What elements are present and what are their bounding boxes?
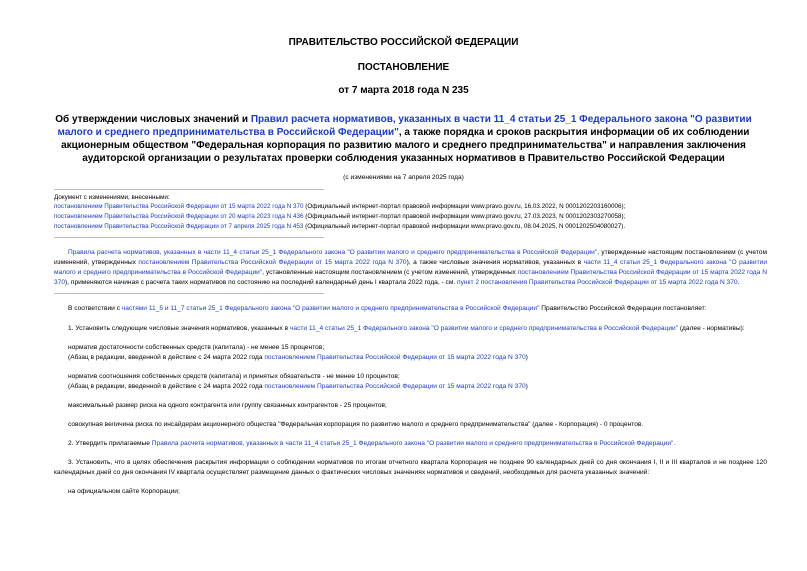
note-link-rules[interactable]: Правила расчета нормативов, указанных в части 11_4 статьи 25_1 Федерального закона "О развитии малого и среднего предпринимательства в Российской Федерации" (68, 248, 598, 256)
title-rules-link[interactable]: Правил расчета нормативов, указанных в части 11_4 статьи 25_1 Федерального закона "О развитии малого и среднего предпринимательства в Российской Федерации" (57, 114, 752, 138)
change-link-2[interactable]: постановлением Правительства Российской Федерации от 20 марта 2023 года N 436 (54, 213, 304, 221)
note-link-law-part[interactable]: части 11_4 статьи 25_1 Федерального закона "О развитии малого и среднего предпринимательства в Российской Федерации" (54, 258, 768, 276)
document-title: Об утверждении числовых значений и Правил расчета нормативов, указанных в части 11_4 статьи 25_1 Федерального закона "О развитии малого и среднего предпринимательства в Российской Федерации", а также порядка и сроков раскрытия информации об их соблюдении акционерным обществом "Федеральная корпорация по развитию малого и среднего предпринимательства" и направления заключения аудиторской организации о результатах проверки соблюдения указанных нормативов в Правительство Российской Федерации (55, 114, 752, 164)
change-link-3[interactable]: постановлением Правительства Российской Федерации от 7 апреля 2025 года N 453 (54, 222, 304, 230)
note-link-decree-370[interactable]: постановлением Правительства Российской Федерации от 15 марта 2022 года N 370 (138, 258, 407, 266)
change-link-1[interactable]: постановлением Правительства Российской Федерации от 15 марта 2022 года N 370 (54, 203, 304, 211)
government-heading: ПРАВИТЕЛЬСТВО РОССИЙСКОЙ ФЕДЕРАЦИИ (288, 37, 519, 48)
document-date-number: от 7 марта 2018 года N 235 (338, 85, 469, 96)
note-link-clause-2[interactable]: пункт 2 постановления Правительства Российской Федерации от 15 марта 2022 года N 370 (457, 278, 738, 286)
change-item: постановлением Правительства Российской Федерации от 15 марта 2022 года N 370 (Официальный интернет-портал правовой информации www.pravo.gov.ru, 16.03.2022, N 0001202203160006); (54, 203, 626, 211)
clause-3: 3. Установить, что в целях обеспечения раскрытия информации о соблюдении нормативов по итогам отчетного квартала Корпорация не позднее 90 календарных дней со дня окончания I, II и III кварталов и не позднее 120 календарных дней со дня окончания IV квартала осуществляет размещение данных о фактических числовых значениях нормативов и сведений, необходимых для расчета указанных значений: (54, 458, 767, 476)
clause-1: 1. Установить следующие числовые значения нормативов, указанных в части 11_4 статьи 25_1 Федерального закона "О развитии малого и среднего предпринимательства в Российской Федерации" (далее - нормативы): (68, 324, 745, 332)
divider (54, 293, 324, 294)
changes-heading: Документ с изменениями, внесенными: (54, 193, 170, 201)
divider (54, 237, 324, 238)
norm-3: максимальный размер риска на одного контрагента или группу связанных контрагентов - 25 процентов; (68, 401, 387, 409)
norm-2-decree-link[interactable]: постановлением Правительства Российской Федерации от 15 марта 2022 года N 370 (264, 382, 526, 390)
preamble-law-link[interactable]: частями 11_5 и 11_7 статьи 25_1 Федерального закона "О развитии малого и среднего предпринимательства в Российской Федерации" (121, 304, 540, 312)
changes-block (40, 193, 767, 232)
norm-2: норматив соотношения собственных средств (капитала) и принятых обязательств - не менее 10 процентов; (Абзац в редакции, введенной в действие с 24 марта 2022 года постановлением Правительства Российской Федерации от 15 марта 2022 года N 370) (40, 372, 767, 392)
divider (54, 189, 324, 190)
note-link-decree-370-b[interactable]: постановлением Правительства Российской Федерации от 15 марта 2022 года N 370 (54, 268, 767, 286)
revision-note: (с изменениями на 7 апреля 2025 года) (343, 174, 464, 181)
preamble: В соответствии с частями 11_5 и 11_7 статьи 25_1 Федерального закона "О развитии малого и среднего предпринимательства в Российской Федерации" Правительство Российской Федерации постановляет: (68, 304, 707, 312)
change-item: постановлением Правительства Российской Федерации от 20 марта 2023 года N 436 (Официальный интернет-портал правовой информации www.pravo.gov.ru, 27.03.2023, N 0001202303270058); (54, 213, 626, 221)
norm-1-decree-link[interactable]: постановлением Правительства Российской Федерации от 15 марта 2022 года N 370 (264, 353, 526, 361)
clause-3-item-1: на официальном сайте Корпорации; (68, 487, 180, 495)
clause-1-law-link[interactable]: части 11_4 статьи 25_1 Федерального закона "О развитии малого и среднего предпринимательства в Российской Федерации" (290, 324, 679, 332)
document-type: ПОСТАНОВЛЕНИЕ (357, 62, 450, 73)
application-note: Правила расчета нормативов, указанных в части 11_4 статьи 25_1 Федерального закона "О развитии малого и среднего предпринимательства в Российской Федерации", утвержденные настоящим постановлением (с учетом изменений, утвержденных постановлением Правительства Российской Федерации от 15 марта 2022 года N 370), а также числовые значения нормативов, указанных в части 11_4 статьи 25_1 Федерального закона "О развитии малого и среднего предпринимательства в Российской Федерации", установленные настоящим постановлением (с учетом изменений, утвержденных постановлением Правительства Российской Федерации от 15 марта 2022 года N 370), применяются начиная с расчета таких нормативов по состоянию на последний календарный день I квартала 2022 года, - см. пункт 2 постановления Правительства Российской Федерации от 15 марта 2022 года N 370. (54, 248, 768, 286)
norm-4: совокупная величина риска по инсайдерам акционерного общества "Федеральная корпорация по развитию малого и среднего предпринимательства" (далее - Корпорация) - 0 процентов. (68, 420, 644, 428)
norm-1-note: (Абзац в редакции, введенной в действие с 24 марта 2022 года постановлением Правительства Российской Федерации от 15 марта 2022 года N 370) (68, 353, 528, 361)
clause-2-rules-link[interactable]: Правила расчета нормативов, указанных в части 11_4 статьи 25_1 Федерального закона "О развитии малого и среднего предпринимательства в Российской Федерации" (151, 439, 674, 447)
norm-2-note: (Абзац в редакции, введенной в действие с 24 марта 2022 года постановлением Правительства Российской Федерации от 15 марта 2022 года N 370) (68, 382, 528, 390)
clause-2: 2. Утвердить прилагаемые Правила расчета нормативов, указанных в части 11_4 статьи 25_1 Федерального закона "О развитии малого и среднего предпринимательства в Российской Федерации". (68, 439, 676, 447)
norm-1: норматив достаточности собственных средств (капитала) - не менее 15 процентов; (Абзац в редакции, введенной в действие с 24 марта 2022 года постановлением Правительства Российской Федерации от 15 марта 2022 года N 370) (40, 343, 767, 363)
change-item: постановлением Правительства Российской Федерации от 7 апреля 2025 года N 453 (Официальный интернет-портал правовой информации www.pravo.gov.ru, 08.04.2025, N 0001202504080027). (54, 222, 626, 230)
